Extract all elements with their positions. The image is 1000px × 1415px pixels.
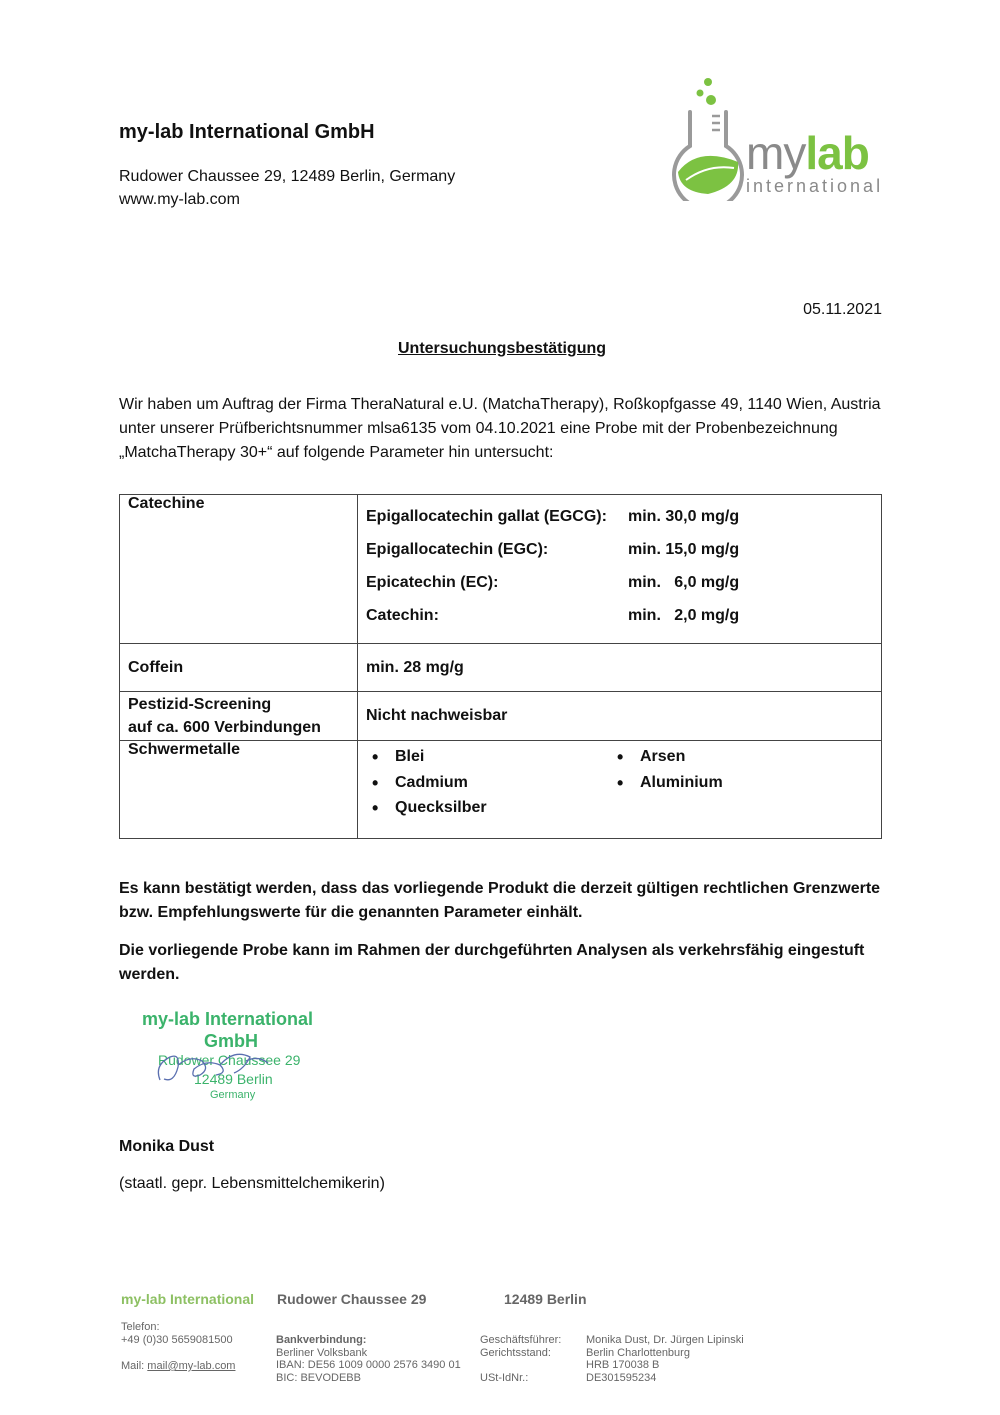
signer-role: (staatl. gepr. Lebensmittelchemikerin) [119, 1175, 385, 1192]
footer-mail [121, 1360, 235, 1373]
intro-paragraph: Wir haben um Auftrag der Firma TheraNatural e.U. (MatchaTherapy), Roßkopfgasse 49, 1140 Wien, Austria unter unserer Prüfberichtsnummer mlsa6135 vom 04.10.2021 eine Probe mit der Probenbezeichnung „MatchaTherapy 30+“ auf folgende Parameter hin untersucht: [119, 396, 881, 461]
footer-bank-label: Bankverbindung: [276, 1334, 367, 1346]
catechine-item [366, 607, 881, 640]
catechine-list [366, 508, 881, 640]
metal-item: • Arsen [617, 748, 723, 774]
footer-mail-link[interactable]: mail@my-lab.com [147, 1360, 236, 1372]
logo-text-international: international [746, 176, 884, 196]
catechine-name: Epicatechin (EC): [366, 574, 499, 591]
catechine-name: Epigallocatechin gallat (EGCG): [366, 508, 607, 525]
footer-phone-label: Telefon: [121, 1321, 160, 1333]
signature-icon [150, 1035, 290, 1095]
metal-column-2 [617, 748, 723, 825]
flask-icon [668, 76, 748, 201]
footer-mgmt-label: Geschäftsführer: [480, 1334, 562, 1346]
footer-phone [121, 1321, 233, 1346]
conclusion-paragraph-1: Es kann bestätigt werden, dass das vorliegende Produkt die derzeit gültigen rechtlichen Grenzwerte bzw. Empfehlungswerte für die genannten Parameter einhält. [119, 880, 881, 921]
company-name: my-lab International GmbH [119, 121, 375, 143]
param-label-pestizid [120, 692, 358, 741]
stamp-line-1: my-lab International [142, 1009, 314, 1029]
metal-item: • Blei [372, 748, 617, 774]
schwermetalle-values-cell [358, 741, 882, 839]
param-label-catechine: Catechine [120, 495, 358, 644]
pestizid-label-line1: Pestizid-Screening [128, 696, 272, 713]
param-value-pestizid: Nicht nachweisbar [358, 692, 882, 741]
catechine-item [366, 508, 881, 541]
catechine-item [366, 541, 881, 574]
logo-wordmark [746, 126, 869, 180]
footer-bic: BIC: BEVODEBB [276, 1371, 361, 1384]
pestizid-label-line2: auf ca. 600 Verbindungen [128, 719, 321, 736]
footer-mail-label: Mail: [121, 1360, 145, 1372]
logo-text-my: my [746, 127, 806, 179]
catechine-item [366, 574, 881, 607]
footer-vat-label: USt-IdNr.: [480, 1371, 529, 1384]
catechine-value: min. 30,0 mg/g [628, 508, 740, 525]
stamp-line-5: Germany [210, 1089, 256, 1101]
table-row-coffein [120, 644, 882, 692]
footer-bank-name: Berliner Volksbank [276, 1346, 368, 1359]
footer-city: 12489 Berlin [504, 1291, 587, 1307]
stamp-line-4: 12489 Berlin [194, 1071, 273, 1087]
footer-legal-labels [480, 1334, 561, 1384]
footer-mgmt-value: Monika Dust, Dr. Jürgen Lipinski [586, 1334, 744, 1346]
company-address-block [119, 165, 455, 211]
table-row-pestizid [120, 692, 882, 741]
table-row-catechine [120, 495, 882, 644]
metal-item: • Cadmium [372, 774, 617, 800]
document-date: 05.11.2021 [803, 301, 882, 318]
stamp-line-2: GmbH [204, 1031, 258, 1051]
document-title: Untersuchungsbestätigung [398, 340, 607, 357]
footer-brand: my-lab International [121, 1291, 255, 1307]
footer-spacer [480, 1359, 561, 1372]
signer-name: Monika Dust [119, 1138, 215, 1155]
table-row-schwermetalle [120, 741, 882, 839]
catechine-values-cell [358, 495, 882, 644]
catechine-value: min. 6,0 mg/g [628, 574, 740, 591]
param-label-coffein: Coffein [120, 644, 358, 692]
catechine-value: min. 2,0 mg/g [628, 607, 740, 624]
footer-court-value: Berlin Charlottenburg [586, 1346, 690, 1359]
company-address: Rudower Chaussee 29, 12489 Berlin, Germany [119, 168, 456, 185]
param-label-schwermetalle: Schwermetalle [120, 741, 358, 839]
logo-text-lab: lab [805, 127, 869, 179]
metal-item: • Aluminium [617, 774, 723, 800]
footer-iban: IBAN: DE56 1009 0000 2576 3490 01 [276, 1359, 461, 1371]
footer-court-label: Gerichtsstand: [480, 1346, 551, 1359]
footer-vat-value: DE301595234 [586, 1371, 657, 1384]
footer-hrb: HRB 170038 B [586, 1359, 660, 1371]
footer-legal-values [586, 1334, 744, 1384]
footer-bank [276, 1334, 461, 1384]
catechine-name: Epigallocatechin (EGC): [366, 541, 549, 558]
conclusion-paragraph-2: Die vorliegende Probe kann im Rahmen der durchgeführten Analysen als verkehrsfähig eingestuft werden. [119, 942, 865, 983]
metal-item: • Quecksilber [372, 799, 617, 825]
metal-list [366, 748, 881, 825]
footer-phone-value: +49 (0)30 5659081500 [121, 1333, 233, 1346]
stamp-line-3: Rudower Chaussee 29 [158, 1052, 301, 1068]
company-website[interactable]: www.my-lab.com [119, 191, 240, 208]
catechine-value: min. 15,0 mg/g [628, 541, 740, 558]
param-value-coffein: min. 28 mg/g [358, 644, 882, 692]
footer-street: Rudower Chaussee 29 [277, 1291, 427, 1307]
mylab-logo [668, 76, 898, 201]
metal-column-1 [372, 748, 617, 825]
results-table [119, 494, 882, 839]
catechine-name: Catechin: [366, 607, 439, 624]
